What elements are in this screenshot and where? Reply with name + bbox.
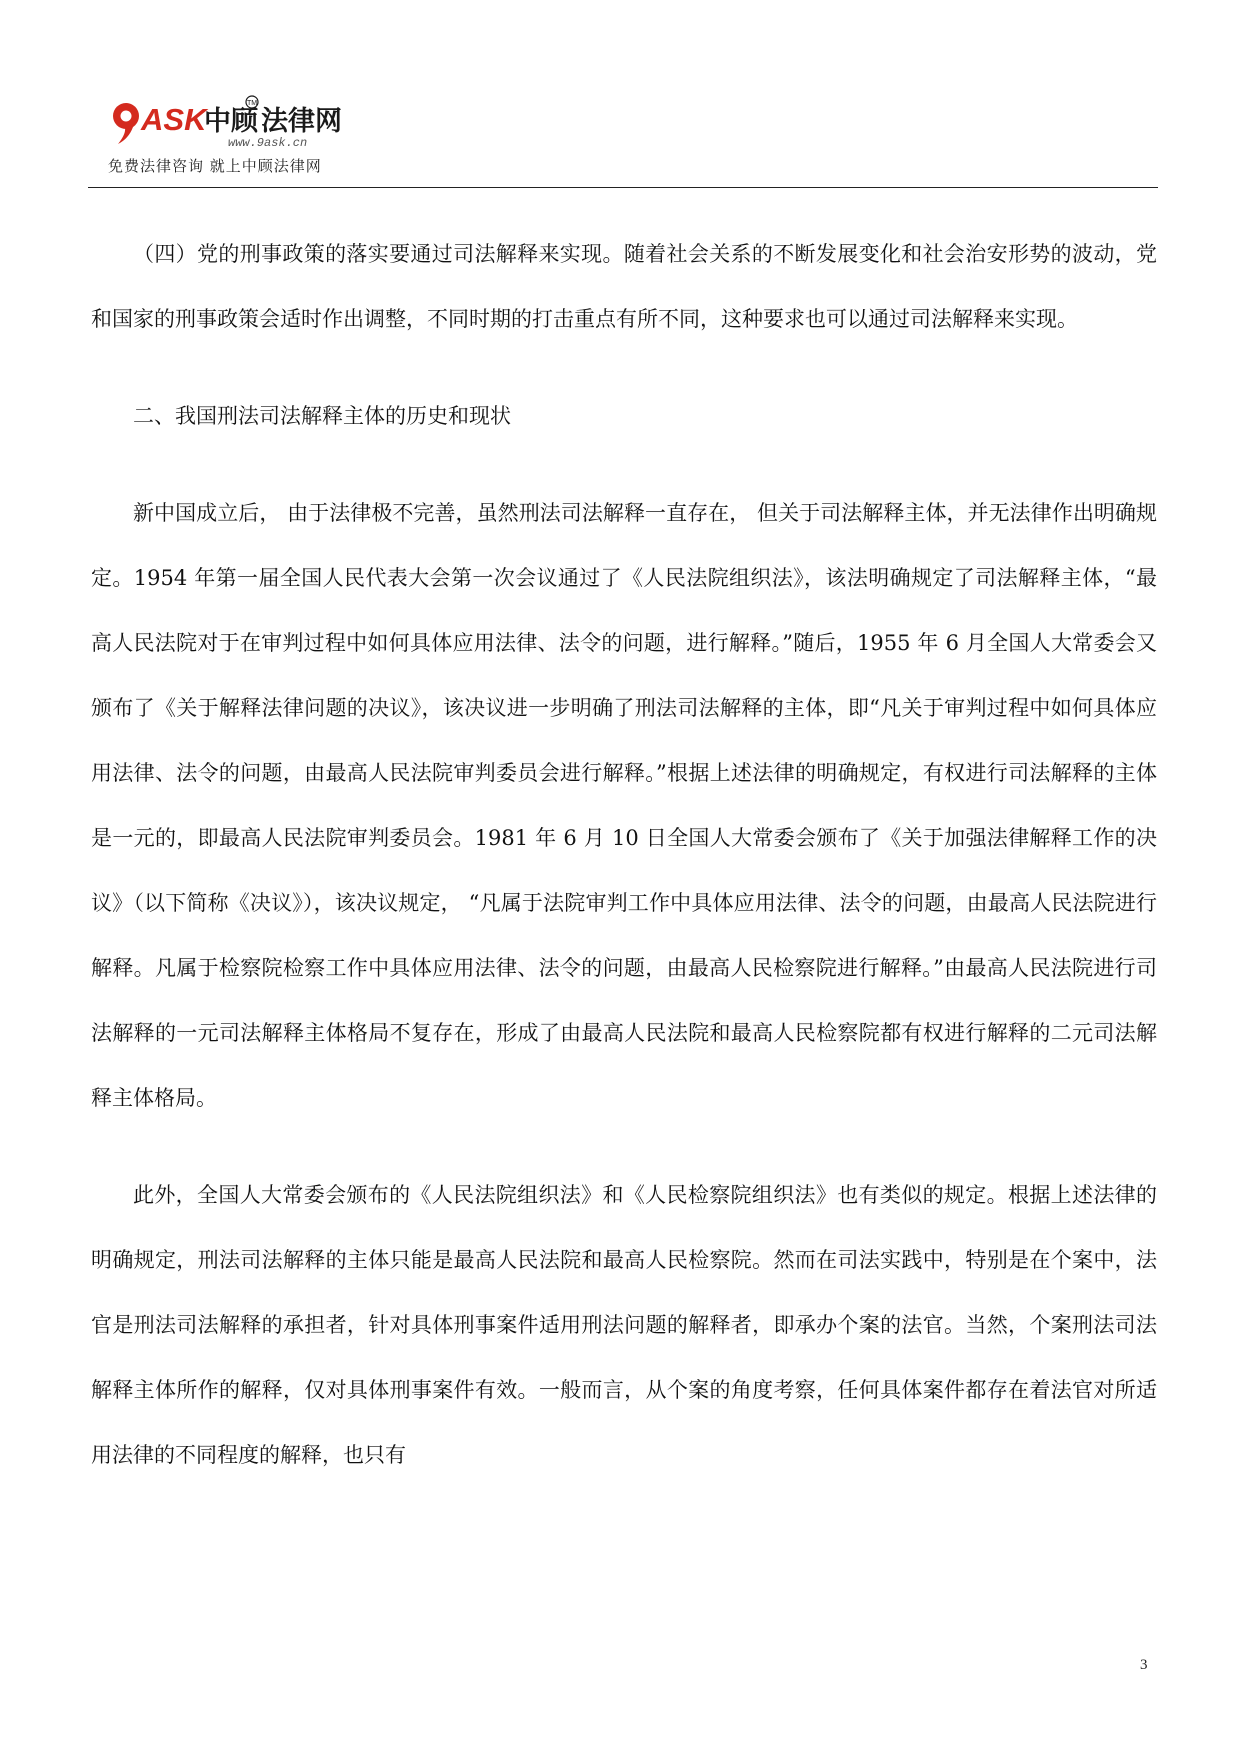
page-header xyxy=(90,92,1158,188)
page-number: 3 xyxy=(1140,1657,1148,1673)
logo-ask-text: ASK xyxy=(141,102,207,137)
paragraph-history: 新中国成立后， 由于法律极不完善，虽然刑法司法解释一直存在， 但关于司法解释主体，并无法律作出明确规定。1954 年第一届全国人民代表大会第一次会议通过了《人民法院组织法》，该法明确规定了司法解释主体，“最高人民法院对于在审判过程中如何具体应用法律、法令的问题，进行解释。”随后，1955 年 6 月全国人大常委会又颁布了《关于解释法律问题的决议》，该决议进一步明确了刑法司法解释的主体，即“凡关于审判过程中如何具体应用法律、法令的问题，由最高人民法院审判委员会进行解释。”根据上述法律的明确规定，有权进行司法解释的主体是一元的，即最高人民法院审判委员会。1981 年 6 月 10 日全国人大常委会颁布了《关于加强法律解释工作的决议》（以下简称《决议》），该决议规定， “凡属于法院审判工作中具体应用法律、法令的问题，由最高人民法院进行解释。凡属于检察院检察工作中具体应用法律、法令的问题，由最高人民检察院进行解释。”由最高人民法院进行司法解释的一元司法解释主体格局不复存在，形成了由最高人民法院和最高人民检察院都有权进行解释的二元司法解释主体格局。 xyxy=(91,501,1157,1110)
paragraph-criminal-policy: （四）党的刑事政策的落实要通过司法解释来实现。随着社会关系的不断发展变化和社会治安形势的波动，党和国家的刑事政策会适时作出调整，不同时期的打击重点有所不同，这种要求也可以通过司法解释来实现。 xyxy=(91,242,1157,331)
paragraph-current-status: 此外，全国人大常委会颁布的《人民法院组织法》和《人民检察院组织法》也有类似的规定。根据上述法律的明确规定，刑法司法解释的主体只能是最高人民法院和最高人民检察院。然而在司法实践中，特别是在个案中，法官是刑法司法解释的承担者，针对具体刑事案件适用刑法问题的解释者，即承办个案的法官。当然，个案刑法司法解释主体所作的解释，仅对具体刑事案件有效。一般而言，从个案的角度考察，任何具体案件都存在着法官对所适用法律的不同程度的解释，也只有 xyxy=(91,1183,1157,1467)
logo-url-text: www.9ask.cn xyxy=(228,136,308,150)
section-heading-interpretation-subject: 二、我国刑法司法解释主体的历史和现状 xyxy=(133,404,511,428)
logo-slogan: 免费法律咨询 就上中顾法律网 xyxy=(108,157,322,175)
logo-site-text: 法律网 xyxy=(261,106,342,137)
logo-brand-text: 中顾 xyxy=(204,106,258,137)
header-divider xyxy=(88,187,1158,188)
document-body xyxy=(91,222,1157,1488)
logo-mark-icon xyxy=(113,103,139,144)
logo-tm-text: TM xyxy=(246,100,258,107)
